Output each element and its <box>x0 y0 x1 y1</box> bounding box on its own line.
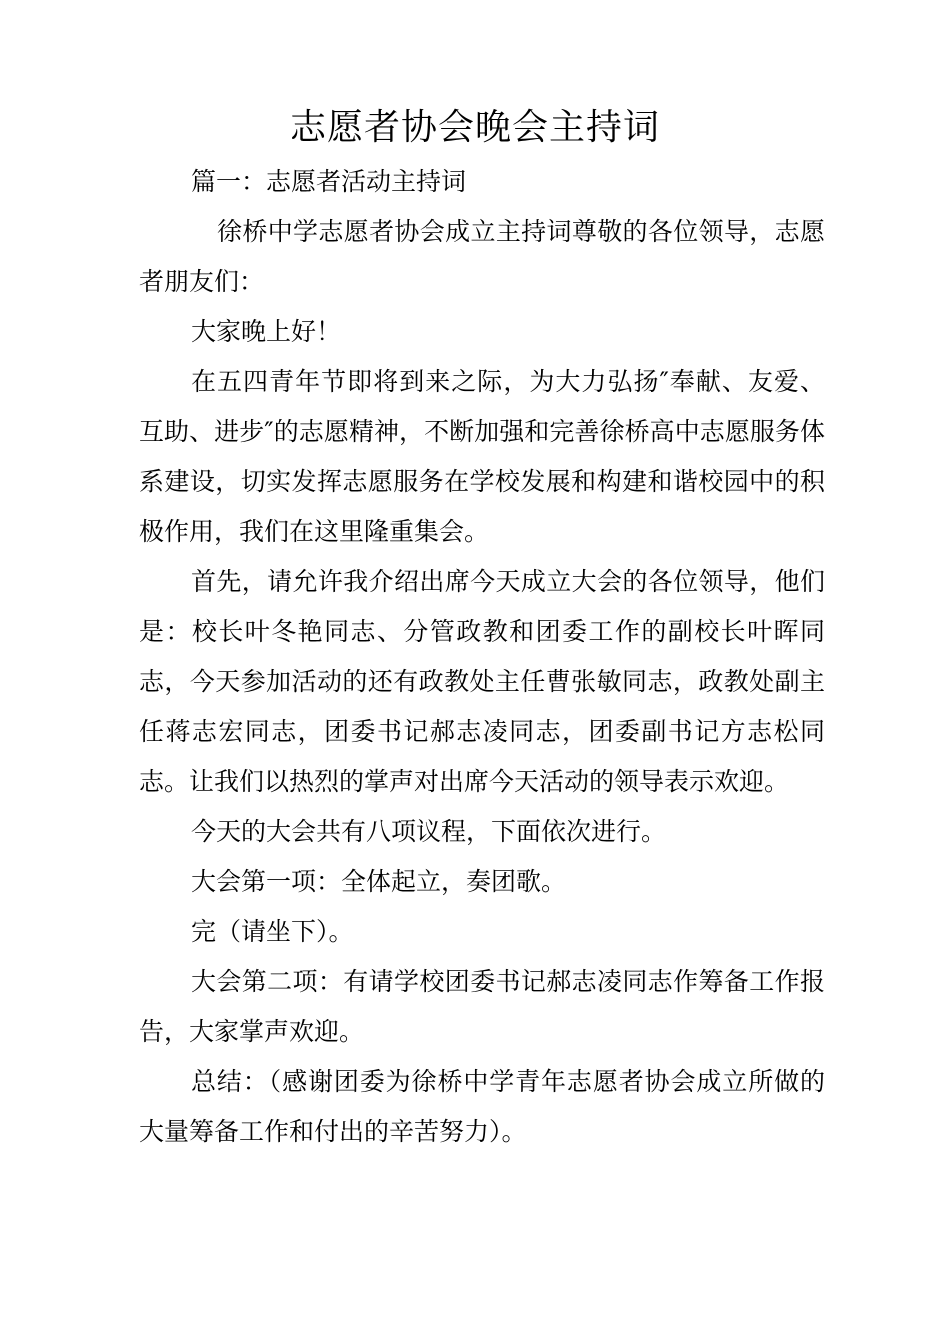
paragraph-greeting-intro: 徐桥中学志愿者协会成立主持词尊敬的各位领导，志愿者朋友们： <box>139 217 825 296</box>
paragraph-agenda: 今天的大会共有八项议程，下面依次进行。 <box>191 817 667 846</box>
paragraph-item-one: 大会第一项：全体起立，奏团歌。 <box>191 867 567 896</box>
document-body <box>139 157 825 1157</box>
section-heading: 篇一：志愿者活动主持词 <box>191 167 467 196</box>
paragraph-introduce-leaders: 首先，请允许我介绍出席今天成立大会的各位领导，他们是：校长叶冬艳同志、分管政教和团委工作的副校长叶晖同志，今天参加活动的还有政教处主任曹张敏同志，政教处副主任蒋志宏同志，团委书记郝志凌同志，团委副书记方志松同志。让我们以热烈的掌声对出席今天活动的领导表示欢迎。 <box>139 567 825 796</box>
paragraph-sit-down: 完（请坐下）。 <box>191 917 354 946</box>
paragraph-item-two: 大会第二项：有请学校团委书记郝志凌同志作筹备工作报告，大家掌声欢迎。 <box>139 967 825 1046</box>
paragraph-summary: 总结：（感谢团委为徐桥中学青年志愿者协会成立所做的大量筹备工作和付出的辛苦努力）。 <box>139 1067 825 1146</box>
paragraph-opening: 在五四青年节即将到来之际，为大力弘扬″奉献、友爱、互助、进步″的志愿精神，不断加强和完善徐桥高中志愿服务体系建设，切实发挥志愿服务在学校发展和构建和谐校园中的积极作用，我们在这里隆重集会。 <box>139 367 825 546</box>
paragraph-greeting: 大家晚上好！ <box>191 317 342 346</box>
document-title: 志愿者协会晚会主持词 <box>289 107 660 148</box>
